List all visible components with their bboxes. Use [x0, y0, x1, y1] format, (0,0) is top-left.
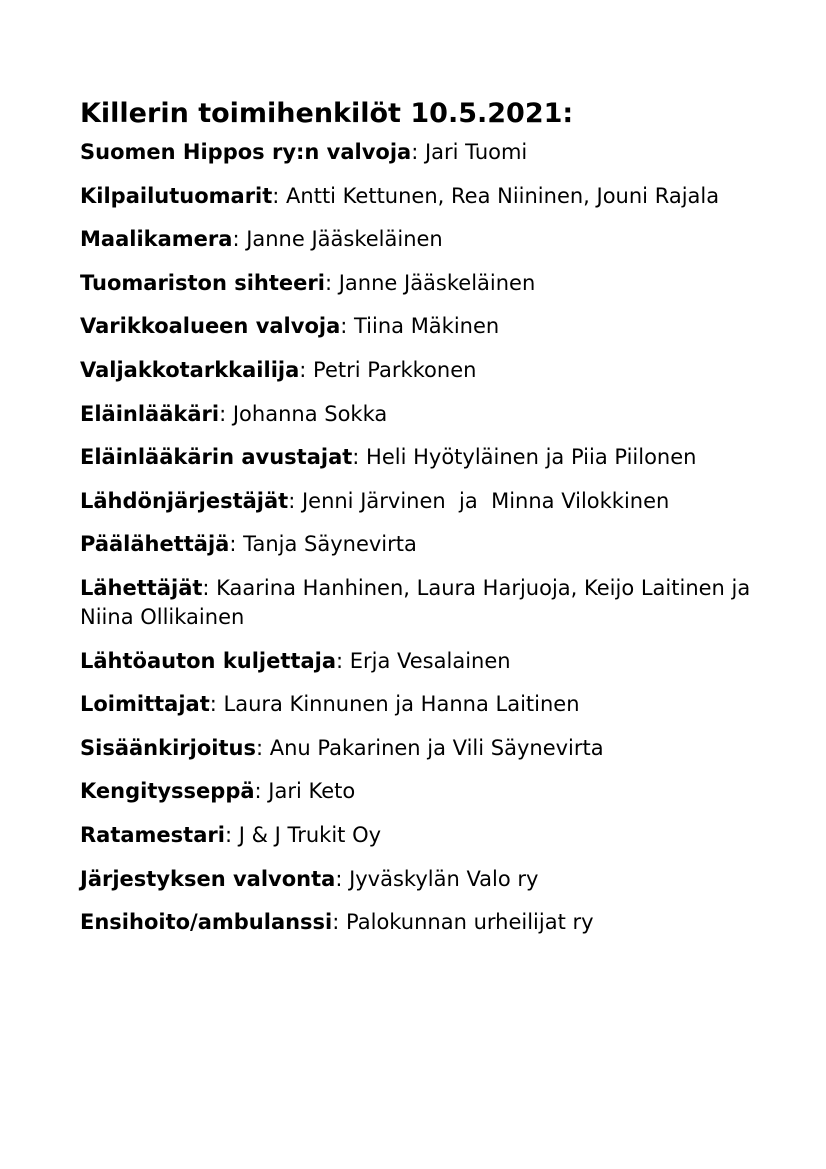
official-names: : Anu Pakarinen ja Vili Säynevirta: [255, 735, 604, 760]
official-names: : Jari Tuomi: [411, 140, 528, 164]
official-names: : Jenni Järvinen ja Minna Vilokkinen: [288, 488, 670, 513]
official-names: : Jari Keto: [254, 779, 356, 804]
official-entry: [80, 690, 760, 719]
official-names: : Erja Vesalainen: [336, 648, 511, 673]
official-entry: [80, 182, 760, 211]
role-label: Valjakkotarkkailija: [80, 357, 300, 382]
official-entry: [80, 777, 760, 806]
role-label: Lähettäjät: [80, 575, 203, 600]
official-names: : Heli Hyötyläinen ja Piia Piilonen: [352, 445, 697, 470]
role-label: Loimittajat: [80, 692, 210, 717]
official-names: : Janne Jääskeläinen: [232, 227, 443, 252]
official-entry: [80, 734, 760, 763]
role-label: Suomen Hippos ry:n valvoja: [80, 140, 412, 164]
official-entry: [80, 821, 760, 850]
role-label: Kengitysseppä: [80, 779, 255, 804]
official-entry: [80, 647, 760, 676]
official-entry: [80, 312, 760, 341]
official-names: : Janne Jääskeläinen: [324, 270, 536, 295]
official-entry: [80, 225, 760, 254]
official-names: : Kaarina Hanhinen, Laura Harjuoja, Keijo Laitinen ja Niina Ollikainen: [80, 575, 757, 629]
official-entry: [80, 269, 760, 298]
official-entry: [80, 530, 760, 559]
document-title: Killerin toimihenkilöt 10.5.2021:: [80, 98, 574, 129]
official-entry: [80, 443, 760, 472]
role-label: Ensihoito/ambulanssi: [80, 910, 333, 935]
official-names: : Jyväskylän Valo ry: [335, 866, 539, 891]
official-names: : Petri Parkkonen: [299, 357, 477, 382]
role-label: Järjestyksen valvonta: [80, 866, 336, 891]
official-entry: [80, 487, 760, 516]
role-label: Päälähettäjä: [80, 532, 230, 557]
role-label: Lähdönjärjestäjät: [80, 488, 289, 513]
official-names: : Antti Kettunen, Rea Niininen, Jouni Rajala: [272, 183, 720, 208]
official-entry: [80, 138, 760, 167]
role-label: Eläinlääkärin avustajat: [80, 445, 353, 470]
role-label: Lähtöauton kuljettaja: [80, 648, 336, 673]
role-label: Maalikamera: [80, 227, 233, 252]
role-label: Eläinlääkäri: [80, 401, 220, 426]
officials-list: [80, 138, 760, 937]
role-label: Kilpailutuomarit: [80, 183, 273, 208]
official-entry: [80, 356, 760, 385]
official-names: : Johanna Sokka: [219, 401, 388, 426]
official-entry: [80, 908, 760, 937]
official-names: : Laura Kinnunen ja Hanna Laitinen: [209, 692, 580, 717]
official-names: : Palokunnan urheilijat ry: [332, 910, 594, 935]
document-page: [80, 94, 760, 952]
role-label: Sisäänkirjoitus: [80, 735, 256, 760]
role-label: Ratamestari: [80, 822, 225, 847]
official-names: : J & J Trukit Oy: [224, 822, 382, 847]
official-names: : Tanja Säynevirta: [229, 532, 417, 557]
role-label: Varikkoalueen valvoja: [80, 314, 341, 339]
role-label: Tuomariston sihteeri: [80, 270, 325, 295]
official-entry: [80, 574, 760, 632]
official-entry: [80, 865, 760, 894]
official-entry: [80, 400, 760, 429]
official-names: : Tiina Mäkinen: [340, 314, 500, 339]
